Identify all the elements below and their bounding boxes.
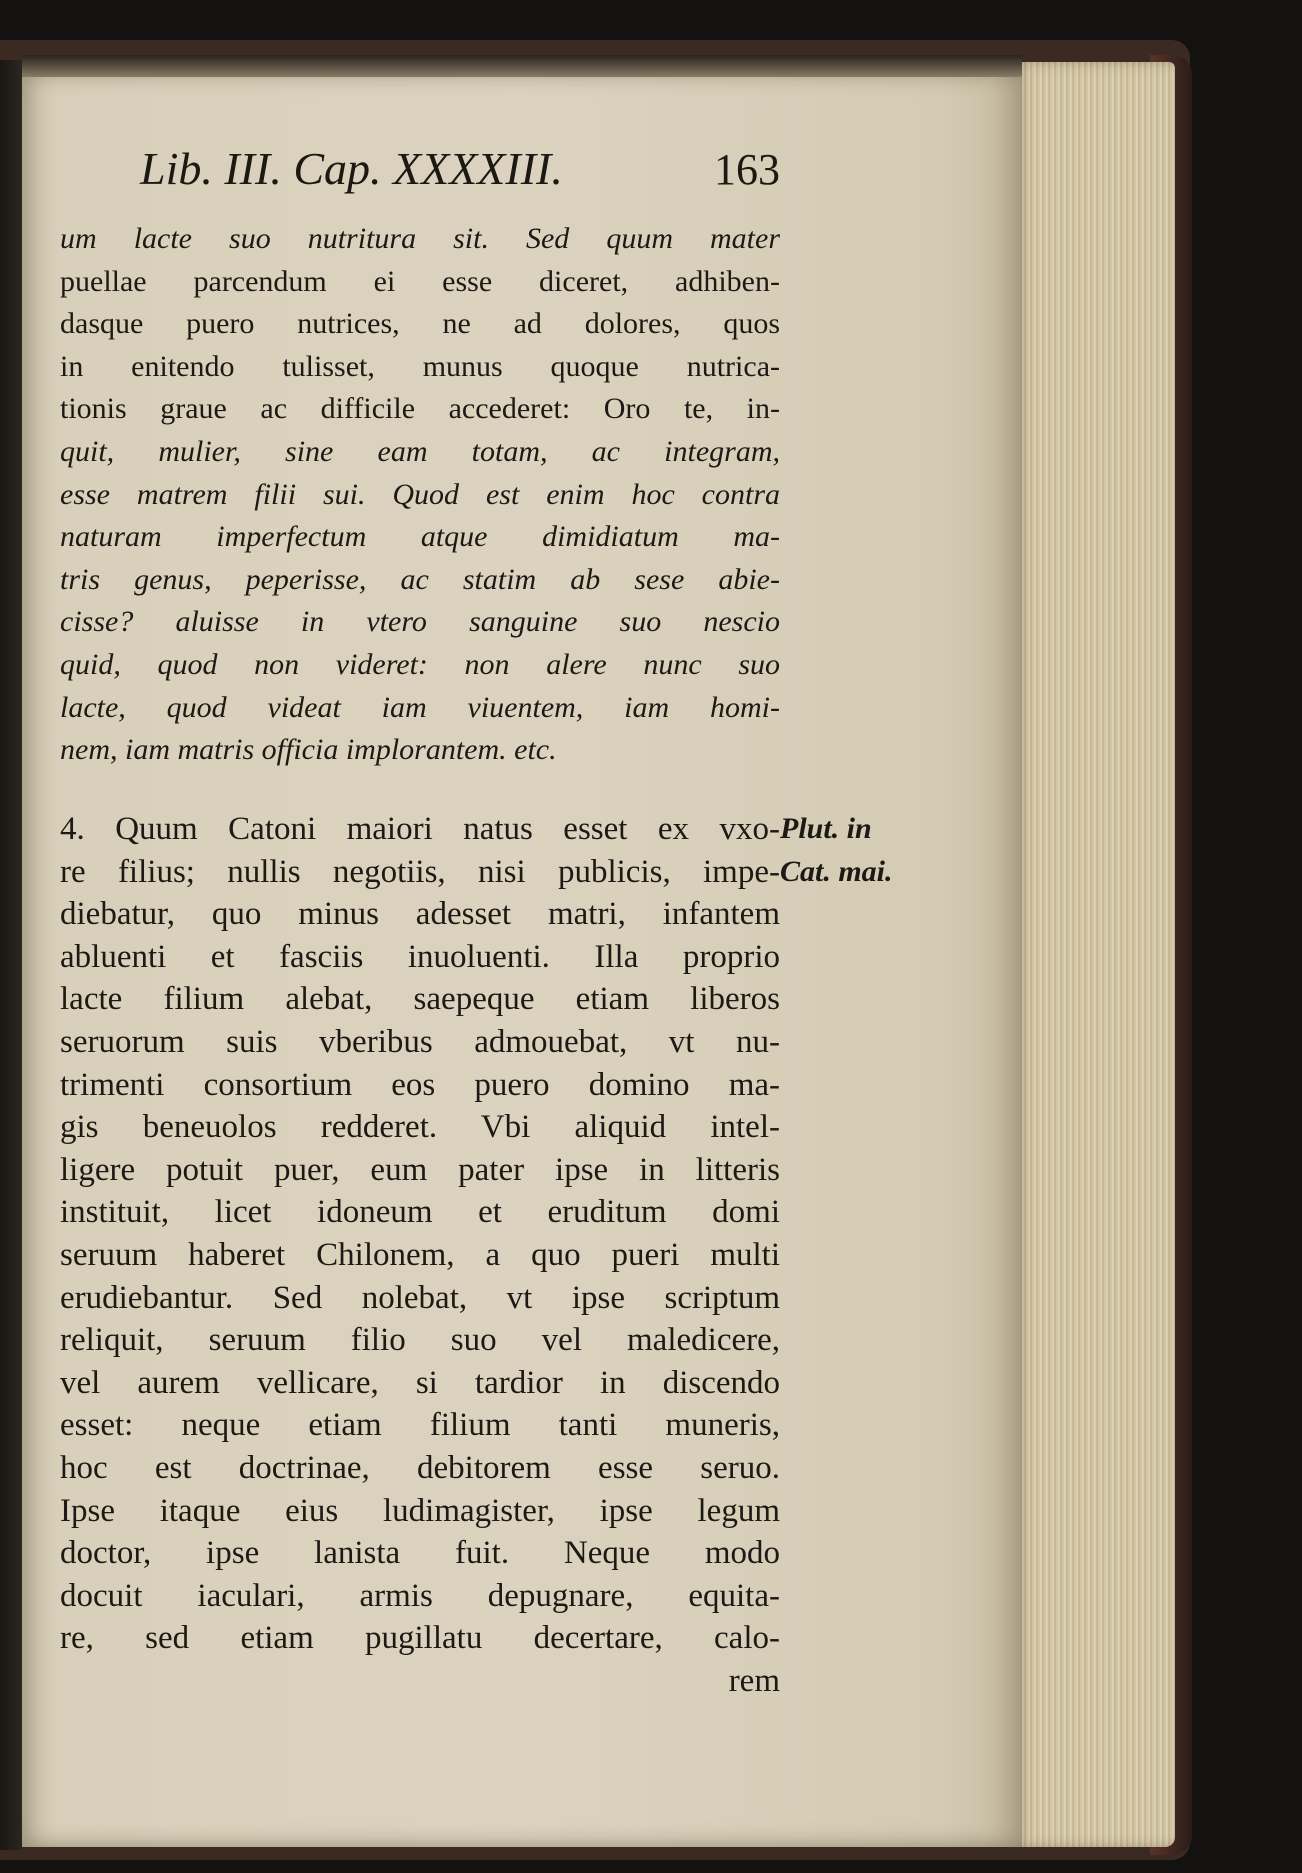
text-line: quit, mulier, sine eam totam, ac integram, [60, 434, 780, 468]
text-line: seruorum suis vberibus admouebat, vt nu- [60, 1023, 780, 1060]
catchword: rem [728, 1662, 780, 1699]
text-line: Ipse itaque eius ludimagister, ipse legum [60, 1492, 780, 1529]
page-number: 163 [714, 145, 780, 194]
text-line: gis beneuolos redderet. Vbi aliquid intel- [60, 1109, 780, 1146]
text-line: nem, iam matris officia implorantem. etc. [60, 733, 557, 767]
marginal-note-line: Plut. in [780, 812, 872, 845]
running-title: Lib. III. Cap. XXXXIII. [140, 143, 563, 194]
text-line: ligere potuit puer, eum pater ipse in litteris [60, 1151, 780, 1188]
text-line: quid, quod non videret: non alere nunc suo [60, 647, 780, 681]
text-line: erudiebantur. Sed nolebat, vt ipse scriptum [60, 1279, 780, 1316]
paragraph-4 [60, 808, 780, 1702]
text-line: re filius; nullis negotiis, nisi publicis, impe- [60, 853, 780, 890]
text-line: tris genus, peperisse, ac statim ab sese abie- [60, 562, 780, 596]
text-line: instituit, licet idoneum et eruditum domi [60, 1194, 780, 1231]
text-line: 4. Quum Catoni maiori natus esset ex vxo- [60, 811, 780, 847]
marginal-note [780, 808, 960, 893]
text-line: reliquit, seruum filio suo vel maledicere, [60, 1322, 780, 1359]
page-top-shadow [22, 55, 1022, 77]
text-line: cisse? aluisse in vtero sanguine suo nescio [60, 605, 780, 639]
text-line: lacte, quod videat iam viuentem, iam homi- [60, 690, 780, 724]
text-line: naturam imperfectum atque dimidiatum ma- [60, 520, 780, 554]
text-line: esse matrem filii sui. Quod est enim hoc contra [60, 477, 780, 511]
text-line: vel aurem vellicare, si tardior in discendo [60, 1364, 780, 1401]
text-line: dasque puero nutrices, ne ad dolores, quos [60, 307, 780, 341]
text-line: docuit iaculari, armis depugnare, equita- [60, 1577, 780, 1614]
text-line: re, sed etiam pugillatu decertare, calo- [60, 1620, 780, 1657]
text-line: seruum haberet Chilonem, a quo pueri multi [60, 1236, 780, 1273]
text-line: doctor, ipse lanista fuit. Neque modo [60, 1535, 780, 1572]
text-line: um lacte suo nutritura sit. Sed quum mater [60, 222, 780, 255]
text-line: diebatur, quo minus adesset matri, infantem [60, 896, 780, 933]
running-header [140, 142, 780, 192]
text-line: tionis graue ac difficile accederet: Oro te, in- [60, 392, 780, 426]
text-line: in enitendo tulisset, munus quoque nutrica- [60, 349, 780, 383]
paragraph-continuation [60, 218, 780, 772]
text-line: puellae parcendum ei esse diceret, adhiben- [60, 264, 780, 298]
text-line: abluenti et fasciis inuoluenti. Illa proprio [60, 938, 780, 975]
page-fore-edge [1015, 62, 1175, 1847]
marginal-note-line: Cat. mai. [780, 854, 893, 888]
text-line: hoc est doctrinae, debitorem esse seruo. [60, 1449, 780, 1486]
facing-page-edge [0, 60, 22, 1850]
text-line: lacte filium alebat, saepeque etiam liberos [60, 981, 780, 1018]
text-line: esset: neque etiam filium tanti muneris, [60, 1407, 780, 1444]
text-line: trimenti consortium eos puero domino ma- [60, 1066, 780, 1103]
